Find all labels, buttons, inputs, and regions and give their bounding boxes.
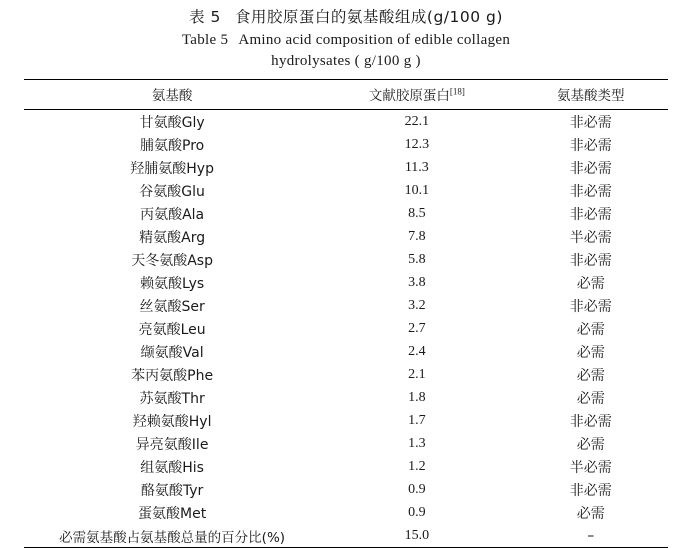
cell-amino-acid: 亮氨酸Leu [138,321,206,338]
cell-value: 5.8 [408,251,426,267]
cell-amino-acid: 羟脯氨酸Hyp [130,160,214,177]
cell-value: 2.1 [408,366,426,382]
table-row [24,133,668,156]
cell-value: 1.7 [408,412,426,428]
table-body [24,110,668,548]
caption-english-number: Table 5 [181,32,229,49]
cell-type: 非必需 [569,206,612,223]
cell-value: 11.3 [404,159,429,175]
cell-amino-acid: 赖氨酸Lys [140,275,205,292]
table-row [24,202,668,225]
table-row [24,271,668,294]
table-row [24,478,668,501]
table-row [24,501,668,524]
cell-summary-value: 15.0 [404,527,430,543]
cell-amino-acid: 羟赖氨酸Hyl [132,413,212,430]
cell-amino-acid: 苯丙氨酸Phe [131,367,214,384]
cell-type: 非必需 [569,298,612,315]
cell-amino-acid: 蛋氨酸Met [138,505,207,522]
cell-value: 1.3 [408,435,426,451]
caption-chinese [24,6,668,28]
table-row [24,455,668,478]
cell-amino-acid: 丙氨酸Ala [140,206,205,223]
cell-type: 非必需 [569,137,612,154]
cell-value: 3.8 [408,274,426,290]
reference-marker: [18] [449,86,465,97]
cell-amino-acid: 脯氨酸Pro [140,137,205,154]
cell-amino-acid: 精氨酸Arg [139,229,206,246]
cell-amino-acid: 组氨酸His [140,459,204,476]
cell-type: 非必需 [569,160,612,177]
table-row [24,225,668,248]
table-row [24,340,668,363]
table-caption [24,6,668,72]
cell-value: 8.5 [408,205,426,221]
table-row [24,432,668,455]
table-header-row [24,80,668,110]
cell-amino-acid: 缬氨酸Val [140,344,204,361]
cell-type: 半必需 [569,229,612,246]
cell-type: 必需 [576,505,605,522]
cell-value: 12.3 [404,136,430,152]
cell-type: 必需 [576,321,605,338]
cell-summary-label: 必需氨基酸占氨基酸总量的百分比(%) [59,529,286,546]
column-header-literature-label: 文献胶原蛋白 [368,88,450,105]
cell-type: 非必需 [569,482,612,499]
cell-amino-acid: 苏氨酸Thr [139,390,205,407]
column-header-amino-acid-type: 氨基酸类型 [513,80,668,110]
caption-english-line2: hydrolysates ( g/100 g ) [271,53,421,70]
cell-amino-acid: 异亮氨酸Ile [135,436,209,453]
cell-value: 10.1 [404,182,430,198]
cell-type: 必需 [576,436,605,453]
cell-value: 7.8 [408,228,426,244]
cell-amino-acid: 酪氨酸Tyr [140,482,204,499]
cell-amino-acid: 谷氨酸Glu [139,183,205,200]
caption-chinese-text: 食用胶原蛋白的氨基酸组成(g/100 g) [234,8,503,26]
caption-english-text: Amino acid composition of edible collagen [238,32,511,49]
cell-amino-acid: 丝氨酸Ser [139,298,205,315]
column-header-amino-acid: 氨基酸 [24,80,320,110]
cell-value: 1.2 [408,458,426,474]
cell-type: 必需 [576,390,605,407]
cell-type: 非必需 [569,183,612,200]
cell-value: 0.9 [408,481,426,497]
table-row [24,110,668,134]
cell-amino-acid: 甘氨酸Gly [139,114,205,131]
table-row [24,156,668,179]
cell-type: 必需 [576,344,605,361]
cell-type: 非必需 [569,413,612,430]
cell-value: 22.1 [404,113,430,129]
cell-summary-type: – [587,527,595,544]
table-row [24,248,668,271]
table-summary-row [24,524,668,548]
cell-value: 2.7 [408,320,426,336]
cell-type: 半必需 [569,459,612,476]
cell-type: 必需 [576,275,605,292]
cell-type: 非必需 [569,114,612,131]
table-row [24,409,668,432]
table-row [24,363,668,386]
cell-type: 非必需 [569,252,612,269]
column-header-literature-value [320,80,513,110]
caption-chinese-number: 表 5 [189,8,221,26]
table-header [24,80,668,110]
cell-type: 必需 [576,367,605,384]
cell-value: 3.2 [408,297,426,313]
table-row [24,294,668,317]
amino-acid-table [24,79,668,548]
cell-value: 2.4 [408,343,426,359]
cell-value: 1.8 [408,389,426,405]
table-row [24,317,668,340]
table-row [24,179,668,202]
caption-english-line1 [24,30,668,51]
cell-value: 0.9 [408,504,426,520]
table-row [24,386,668,409]
cell-amino-acid: 天冬氨酸Asp [131,252,213,269]
